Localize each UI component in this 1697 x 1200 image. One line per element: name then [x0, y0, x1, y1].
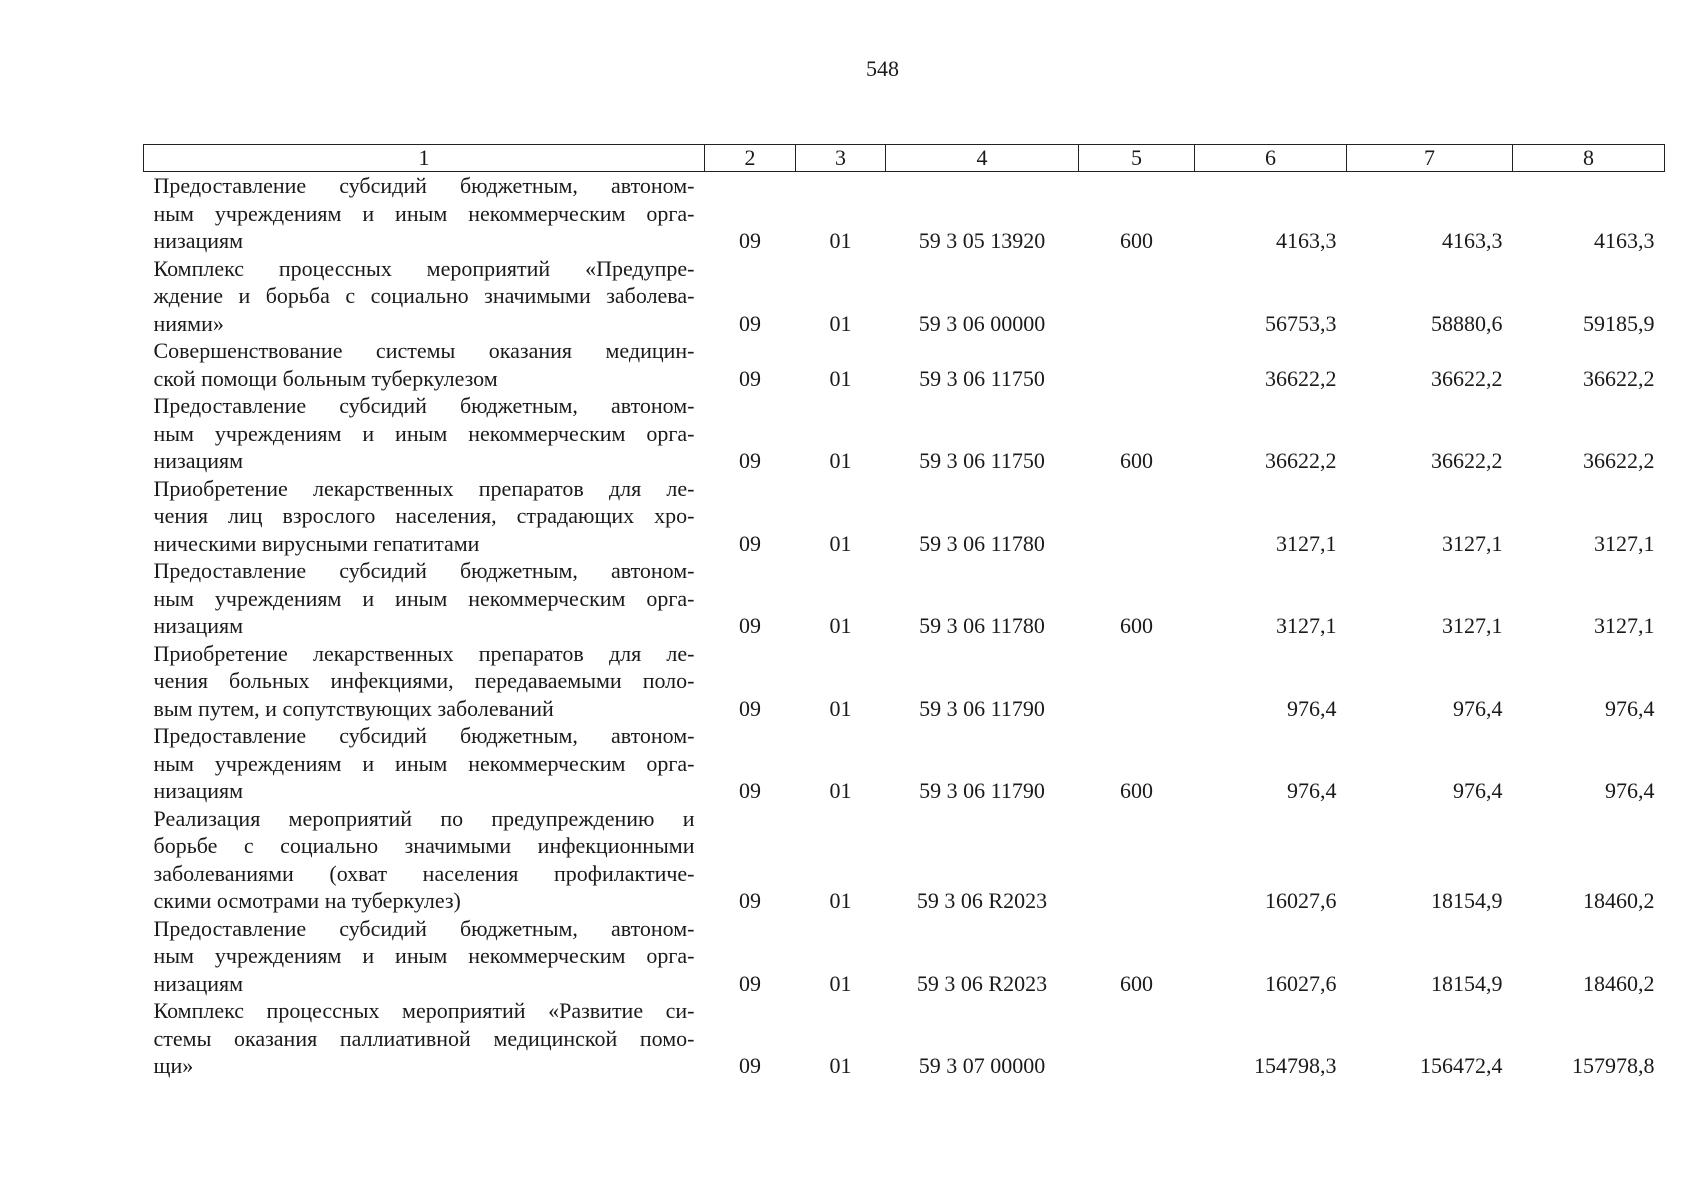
- section-code: 09: [739, 310, 761, 336]
- expense-type-code: 600: [1120, 448, 1153, 473]
- amount-year-1: 976,4: [1287, 778, 1337, 803]
- row-description: [144, 997, 705, 1080]
- expense-type-code: [1079, 805, 1195, 915]
- section-code: 09: [739, 970, 761, 996]
- subsection-code: 01: [829, 970, 852, 996]
- expense-type-code: 600: [1120, 613, 1153, 638]
- amount-year-2: 156472,4: [1420, 1053, 1503, 1078]
- description-line: щи»: [153, 1053, 194, 1078]
- section-code: 09: [739, 778, 761, 803]
- table-row: [144, 337, 1665, 392]
- amount-year-1: 154798,3: [1254, 1053, 1337, 1078]
- table-row: [144, 640, 1665, 723]
- column-header-6: 6: [1195, 145, 1347, 172]
- amount-year-2: 4163,3: [1442, 228, 1503, 253]
- target-article-code: 59 3 06 11780: [919, 530, 1045, 556]
- table-row: [144, 805, 1665, 915]
- subsection-code: 01: [829, 695, 852, 721]
- amount-year-3: 4163,3: [1594, 228, 1655, 253]
- target-article-code: 59 3 06 00000: [918, 310, 1046, 336]
- amount-year-3: 59185,9: [1583, 310, 1655, 336]
- description-line: низациям: [153, 448, 244, 473]
- amount-year-1: 3127,1: [1276, 530, 1337, 556]
- row-description: [144, 805, 705, 915]
- row-description: [144, 475, 705, 558]
- expense-type-code: 600: [1120, 228, 1153, 253]
- column-header-3: 3: [796, 145, 886, 172]
- description-line: Предоставление субсидий бюджетным, автоном-: [153, 393, 695, 418]
- description-line: Комплекс процессных мероприятий «Предупре-: [153, 255, 695, 281]
- description-line: ниями»: [153, 310, 224, 336]
- amount-year-2: 58880,6: [1431, 310, 1503, 336]
- column-header-5: 5: [1079, 145, 1195, 172]
- target-article-code: 59 3 07 00000: [918, 1053, 1046, 1078]
- amount-year-1: 16027,6: [1265, 888, 1337, 913]
- amount-year-3: 3127,1: [1594, 613, 1655, 638]
- amount-year-3: 157978,8: [1572, 1053, 1655, 1078]
- target-article-code: 59 3 06 11780: [919, 613, 1045, 638]
- amount-year-1: 36622,2: [1265, 365, 1337, 391]
- amount-year-3: 976,4: [1605, 778, 1655, 803]
- row-description: [144, 722, 705, 805]
- table-row: [144, 255, 1665, 338]
- section-code: 09: [739, 365, 761, 391]
- description-line: чения лиц взрослого населения, страдающих хро-: [153, 503, 695, 528]
- description-line: заболеваниями (охват населения профилактиче-: [153, 860, 695, 886]
- target-article-code: 59 3 06 11790: [919, 778, 1045, 803]
- target-article-code: 59 3 06 11750: [919, 365, 1045, 391]
- table-row: [144, 722, 1665, 805]
- column-header-8: 8: [1513, 145, 1665, 172]
- amount-year-2: 18154,9: [1431, 888, 1503, 913]
- expense-type-code: [1079, 640, 1195, 723]
- section-code: 09: [739, 228, 761, 253]
- description-line: низациям: [153, 970, 244, 996]
- description-line: Приобретение лекарственных препаратов для ле-: [153, 640, 695, 666]
- description-line: ным учреждениям и иным некоммерческим орга-: [153, 585, 695, 611]
- expense-type-code: [1079, 475, 1195, 558]
- description-line: ным учреждениям и иным некоммерческим орга-: [153, 750, 695, 776]
- amount-year-2: 976,4: [1453, 778, 1503, 803]
- amount-year-1: 56753,3: [1265, 310, 1337, 336]
- row-description: [144, 640, 705, 723]
- description-line: низациям: [153, 613, 244, 638]
- table-row: [144, 915, 1665, 998]
- subsection-code: 01: [829, 310, 852, 336]
- description-line: чения больных инфекциями, передаваемыми поло-: [153, 668, 695, 693]
- header-row: [144, 145, 1665, 172]
- amount-year-3: 18460,2: [1583, 888, 1655, 913]
- target-article-code: 59 3 06 R2023: [916, 970, 1048, 996]
- section-code: 09: [739, 530, 761, 556]
- budget-table: [143, 144, 1665, 1080]
- description-line: ным учреждениям и иным некоммерческим орга-: [153, 200, 695, 226]
- amount-year-1: 976,4: [1287, 695, 1337, 721]
- section-code: 09: [739, 695, 761, 721]
- table-row: [144, 392, 1665, 475]
- row-description: [144, 172, 705, 255]
- amount-year-1: 36622,2: [1265, 448, 1337, 473]
- subsection-code: 01: [829, 888, 852, 913]
- description-line: Комплекс процессных мероприятий «Развитие си-: [153, 998, 695, 1023]
- description-line: Совершенствование системы оказания медицин-: [153, 338, 695, 363]
- amount-year-1: 3127,1: [1276, 613, 1337, 638]
- subsection-code: 01: [829, 1053, 852, 1078]
- section-code: 09: [739, 1053, 761, 1078]
- subsection-code: 01: [829, 530, 852, 556]
- section-code: 09: [739, 448, 761, 473]
- amount-year-1: 16027,6: [1265, 970, 1337, 996]
- expense-type-code: 600: [1120, 970, 1153, 996]
- subsection-code: 01: [829, 613, 852, 638]
- section-code: 09: [739, 613, 761, 638]
- description-line: низациям: [153, 778, 244, 803]
- description-line: Предоставление субсидий бюджетным, автоном-: [153, 915, 695, 941]
- table-row: [144, 997, 1665, 1080]
- column-header-1: 1: [144, 145, 705, 172]
- description-line: ническими вирусными гепатитами: [153, 530, 480, 556]
- description-line: борьбе с социально значимыми инфекционными: [153, 833, 695, 858]
- description-line: ным учреждениям и иным некоммерческим орга-: [153, 420, 695, 446]
- description-line: вым путем, и сопутствующих заболеваний: [153, 695, 554, 721]
- description-line: Предоставление субсидий бюджетным, автоном-: [153, 173, 695, 198]
- row-description: [144, 337, 705, 392]
- page-number: 548: [866, 56, 899, 81]
- description-line: ждение и борьба с социально значимыми заболева-: [153, 283, 695, 308]
- description-line: Реализация мероприятий по предупреждению и: [153, 805, 695, 831]
- target-article-code: 59 3 05 13920: [918, 228, 1046, 253]
- amount-year-3: 36622,2: [1583, 448, 1655, 473]
- description-line: Предоставление субсидий бюджетным, автоном-: [153, 558, 695, 583]
- target-article-code: 59 3 06 R2023: [916, 888, 1048, 913]
- subsection-code: 01: [829, 365, 852, 391]
- column-header-2: 2: [705, 145, 796, 172]
- table-body: [144, 172, 1665, 1080]
- description-line: стемы оказания паллиативной медицинской помо-: [153, 1025, 695, 1051]
- expense-type-code: 600: [1120, 778, 1153, 803]
- row-description: [144, 255, 705, 338]
- subsection-code: 01: [829, 778, 852, 803]
- row-description: [144, 915, 705, 998]
- table-header: [144, 145, 1665, 172]
- row-description: [144, 557, 705, 640]
- table-row: [144, 475, 1665, 558]
- description-line: ным учреждениям и иным некоммерческим орга-: [153, 943, 695, 968]
- amount-year-2: 3127,1: [1442, 613, 1503, 638]
- expense-type-code: [1079, 997, 1195, 1080]
- amount-year-2: 3127,1: [1442, 530, 1503, 556]
- expense-type-code: [1079, 337, 1195, 392]
- amount-year-3: 3127,1: [1594, 530, 1655, 556]
- amount-year-2: 18154,9: [1431, 970, 1503, 996]
- amount-year-3: 18460,2: [1583, 970, 1655, 996]
- section-code: 09: [739, 888, 761, 913]
- description-line: Приобретение лекарственных препаратов для ле-: [153, 475, 695, 501]
- column-header-4: 4: [886, 145, 1079, 172]
- row-description: [144, 392, 705, 475]
- amount-year-2: 976,4: [1453, 695, 1503, 721]
- target-article-code: 59 3 06 11750: [919, 448, 1045, 473]
- description-line: скими осмотрами на туберкулез): [153, 888, 461, 913]
- description-line: Предоставление субсидий бюджетным, автоном-: [153, 723, 695, 748]
- amount-year-3: 36622,2: [1583, 365, 1655, 391]
- column-header-7: 7: [1347, 145, 1513, 172]
- amount-year-3: 976,4: [1605, 695, 1655, 721]
- expense-type-code: [1079, 255, 1195, 338]
- subsection-code: 01: [829, 228, 852, 253]
- amount-year-2: 36622,2: [1431, 448, 1503, 473]
- amount-year-1: 4163,3: [1276, 228, 1337, 253]
- description-line: ской помощи больным туберкулезом: [153, 365, 498, 391]
- description-line: низациям: [153, 228, 244, 253]
- subsection-code: 01: [829, 448, 852, 473]
- target-article-code: 59 3 06 11790: [919, 695, 1045, 721]
- table-row: [144, 172, 1665, 255]
- table-row: [144, 557, 1665, 640]
- amount-year-2: 36622,2: [1431, 365, 1503, 391]
